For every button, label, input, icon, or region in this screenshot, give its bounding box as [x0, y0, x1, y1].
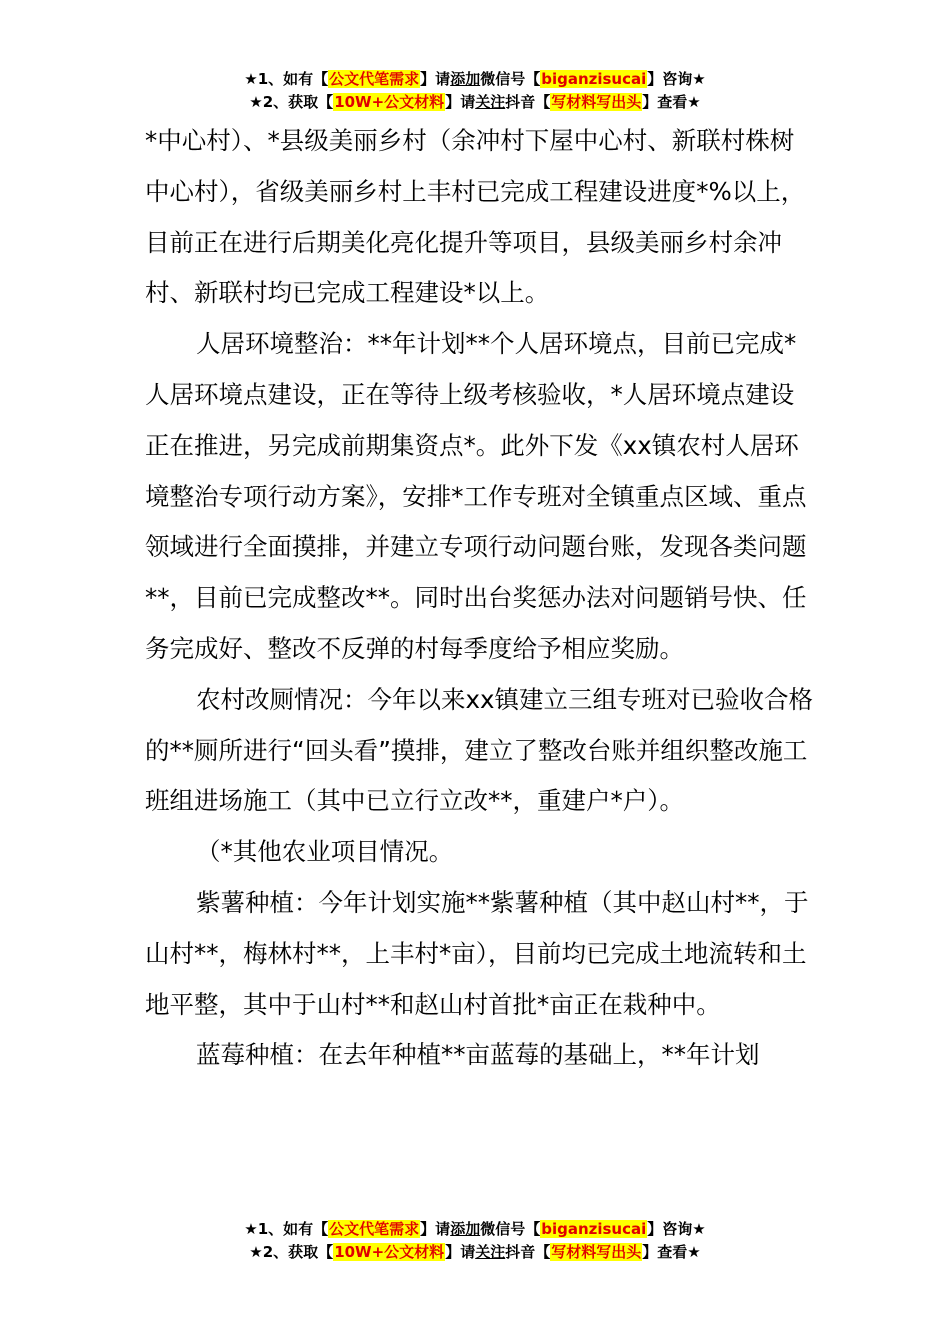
banner-line-2 [0, 91, 950, 114]
underlined-text: 关注 [475, 1243, 506, 1261]
banner-text: 】请 [420, 1220, 451, 1238]
highlight-wechat-id: biganzisucai [541, 70, 647, 88]
banner-text: 】请 [445, 93, 476, 111]
banner-text: 微信号【 [480, 70, 541, 88]
paragraph-living-environment: 人居环境整治：**年计划**个人居环境点，目前已完成*人居环境点建设，正在等待上级考核验收，*人居环境点建设正在推进，另完成前期集资点*。此外下发《xx镇农村人居环境整治专项行动方案》，安排*工作专班对全镇重点区域、重点领域进行全面摸排，并建立专项行动问题台账，发现各类问题**，目前已完成整改**。同时出台奖惩办法对问题销号快、任务完成好、整改不反弹的村每季度给予相应奖励。 [145, 329, 807, 663]
banner-text: ★1、如有【 [244, 70, 329, 88]
highlight-douyin-account: 写材料写出头 [551, 93, 642, 111]
paragraph-blueberry: 蓝莓种植：在去年种植**亩蓝莓的基础上，**年计划 [196, 1040, 760, 1070]
highlight-materials: 10W+公文材料 [334, 93, 445, 111]
highlight-service: 公文代笔需求 [329, 1220, 420, 1238]
document-body [145, 116, 815, 1081]
banner-text: 】咨询★ [647, 1220, 706, 1238]
banner-text: 抖音【 [505, 93, 551, 111]
banner-text: 】查看★ [642, 93, 701, 111]
underlined-text: 关注 [475, 93, 506, 111]
highlight-service: 公文代笔需求 [329, 70, 420, 88]
underlined-text: 添加 [450, 1220, 481, 1238]
banner-text: 抖音【 [505, 1243, 551, 1261]
banner-text: 】咨询★ [647, 70, 706, 88]
banner-line-2 [0, 1241, 950, 1264]
banner-text: ★2、获取【 [249, 1243, 334, 1261]
banner-text: 微信号【 [480, 1220, 541, 1238]
banner-text: 】请 [445, 1243, 476, 1261]
header-ad-banner [0, 68, 950, 114]
banner-line-1 [0, 68, 950, 91]
footer-ad-banner [0, 1218, 950, 1264]
paragraph-toilet-reform: 农村改厕情况：今年以来xx镇建立三组专班对已验收合格的**厕所进行“回头看”摸排，建立了整改台账并组织整改施工班组进场施工（其中已立行立改**，重建户*户）。 [145, 684, 813, 816]
highlight-materials: 10W+公文材料 [334, 1243, 445, 1261]
banner-line-1 [0, 1218, 950, 1241]
banner-text: ★2、获取【 [249, 93, 334, 111]
banner-text: ★1、如有【 [244, 1220, 329, 1238]
banner-text: 】请 [420, 70, 451, 88]
paragraph-village-construction: *中心村）、*县级美丽乡村（余冲村下屋中心村、新联村株树中心村），省级美丽乡村上丰村已完成工程建设进度*%以上，目前正在进行后期美化亮化提升等项目，县级美丽乡村余冲村、新联村均已完成工程建设*以上。 [145, 126, 806, 308]
highlight-douyin-account: 写材料写出头 [551, 1243, 642, 1261]
underlined-text: 添加 [450, 70, 481, 88]
highlight-wechat-id: biganzisucai [541, 1220, 647, 1238]
section-heading-other-projects: （*其他农业项目情况。 [196, 837, 454, 867]
paragraph-purple-sweet-potato: 紫薯种植：今年计划实施**紫薯种植（其中赵山村**，于山村**，梅林村**，上丰村*亩），目前均已完成土地流转和土地平整，其中于山村**和赵山村首批*亩正在栽种中。 [145, 887, 809, 1019]
banner-text: 】查看★ [642, 1243, 701, 1261]
